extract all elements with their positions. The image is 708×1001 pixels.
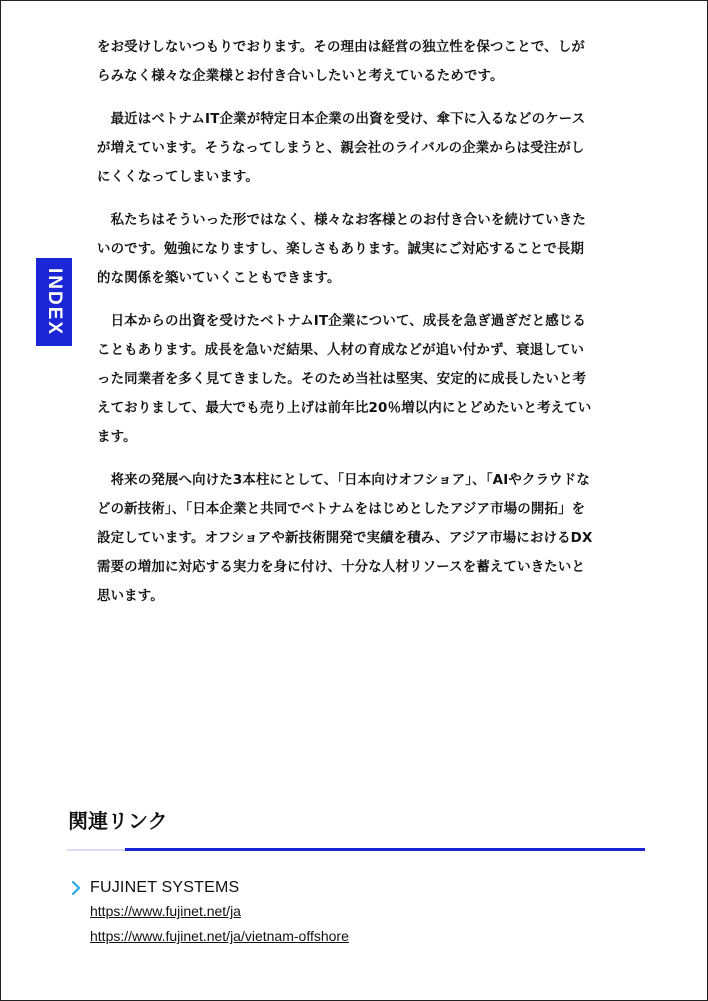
chevron-right-icon [69, 879, 85, 897]
paragraph-line: ます。 [97, 430, 137, 445]
paragraph-line: をお受けしないつもりでおります。その理由は経営の独立性を保つことで、しが [97, 40, 585, 55]
paragraph-line: 最近はベトナムIT企業が特定日本企業の出資を受け、傘下に入るなどのケース [97, 112, 586, 127]
paragraph-line: 将来の発展へ向けた3本柱にとして、「日本向けオフショア」、「AIやクラウドな [97, 473, 590, 488]
paragraph-line: どの新技術」、「日本企業と共同でベトナムをはじめとしたアジア市場の開拓」を [97, 502, 586, 517]
paragraph-line: こともあります。成長を急いだ結果、人材の育成などが追い付かず、衰退してい [97, 343, 585, 358]
article-paragraph [97, 33, 617, 91]
link-fujinet-home[interactable]: https://www.fujinet.net/ja [90, 903, 241, 919]
paragraph-line: 需要の増加に対応する実力を身に付け、十分な人材リソースを蓄えていきたいと [97, 560, 586, 575]
index-tab-label: INDEX [44, 267, 65, 337]
article-paragraph [97, 206, 617, 293]
article-paragraph [97, 105, 617, 192]
link-group-header [69, 879, 629, 897]
related-links-list [69, 879, 629, 949]
paragraph-line: った同業者を多く見てきました。そのため当社は堅実、安定的に成長したいと考 [97, 372, 587, 387]
paragraph-line: 私たちはそういった形ではなく、様々なお客様とのお付き合いを続けていきた [97, 213, 586, 228]
paragraph-line: いのです。勉強になりますし、楽しさもあります。誠実にご対応することで長期 [97, 242, 585, 257]
index-tab[interactable] [36, 258, 72, 346]
paragraph-line: が増えています。そうなってしまうと、親会社のライバルの企業からは受注がし [97, 141, 585, 156]
article-body [97, 33, 617, 625]
paragraph-line: 的な関係を築いていくこともできます。 [97, 271, 341, 286]
paragraph-line: 思います。 [97, 589, 164, 604]
related-links-heading: 関連リンク [68, 809, 168, 833]
paragraph-line: にくくなってしまいます。 [97, 170, 260, 185]
paragraph-line: えておりまして、最大でも売り上げは前年比20％増以内にとどめたいと考えてい [97, 401, 592, 416]
link-fujinet-vietnam-offshore[interactable]: https://www.fujinet.net/ja/vietnam-offshore [90, 928, 349, 944]
article-paragraph [97, 466, 617, 611]
paragraph-line: 日本からの出資を受けたベトナムIT企業について、成長を急ぎ過ぎだと感じる [97, 314, 586, 329]
article-paragraph [97, 307, 617, 452]
paragraph-line: 設定しています。オフショアや新技術開発で実績を積み、アジア市場におけるDX [97, 531, 593, 546]
section-divider [67, 848, 645, 851]
link-group-title: FUJINET SYSTEMS [90, 879, 240, 896]
paragraph-line: らみなく様々な企業様とお付き合いしたいと考えているためです。 [97, 69, 504, 84]
